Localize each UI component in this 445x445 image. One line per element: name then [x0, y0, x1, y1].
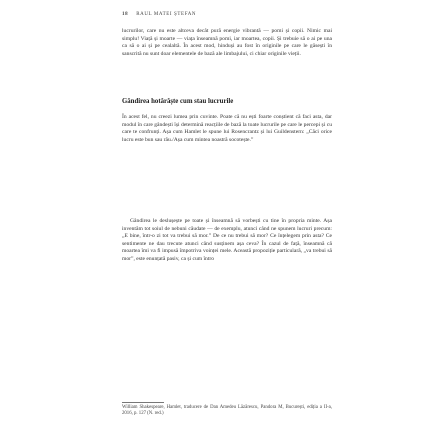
page-number: 18 [122, 12, 129, 17]
footnote: William Shakespeare, Hamlet, traducere de Dan Amedeu Lăzărescu, Pandora M, București, ediția a II-a, 2016, p. 127 (N. red.) [122, 405, 332, 417]
footnote-divider [122, 402, 164, 403]
section-title: Gândirea hotărăște cum stau lucrurile [122, 98, 234, 105]
running-header [122, 11, 322, 18]
running-title: RAUL MATEI ȘTEFAN [136, 12, 197, 17]
paragraph-intro: lucrurilor, care nu este altceva decât pură energie vibrantă — pomi și copii. Nimic mai simplu! Viață și moarte — viața înseamnă pomi, iar moartea, copii. Și trebuie să o ai pe una ca să o ai și pe cealaltă. În acest mod, hinduși au fost în originile pe care le găsești în sanscrită nu sunt doar elementele de bază ale limbajului, ci chiar originile vieții. [122, 28, 332, 57]
paragraph-continued: Gândirea le deslușește pe toate și înseamnă să vorbești cu tine în propria minte. Așa inventăm tot soiul de nebuni căudate — de exemplu, atunci când ne spunem lucruri precum: „E bine, într-o zi tot va trebui să mor.” De ce nu trebui să mor? Ce înțelegem prin asta? Ce sentimente ne dau trecute atunci când susținem așa ceva? În cazul de față, înseamnă că moartea îmi va fi impusă împotriva voinței mele. Această propoziție particulară, „va trebui să mor”, este enunțată pasiv, ca și cum întro [122, 218, 332, 262]
paragraph-main: În acest fel, nu creezi lumea prin cuvinte. Poate că nu ești foarte conștient că faci asta, dar modul în care gândești își determină reacțiile de bază la toate lucrurile pe care le percepi și cu care te confrunți. Așa cum Hamlet le spune lui Rosencrantz și lui Guildenstern: „Căci orice lucru este bun sau rău./Așa cum mintea noastră socotește.” [122, 114, 332, 143]
